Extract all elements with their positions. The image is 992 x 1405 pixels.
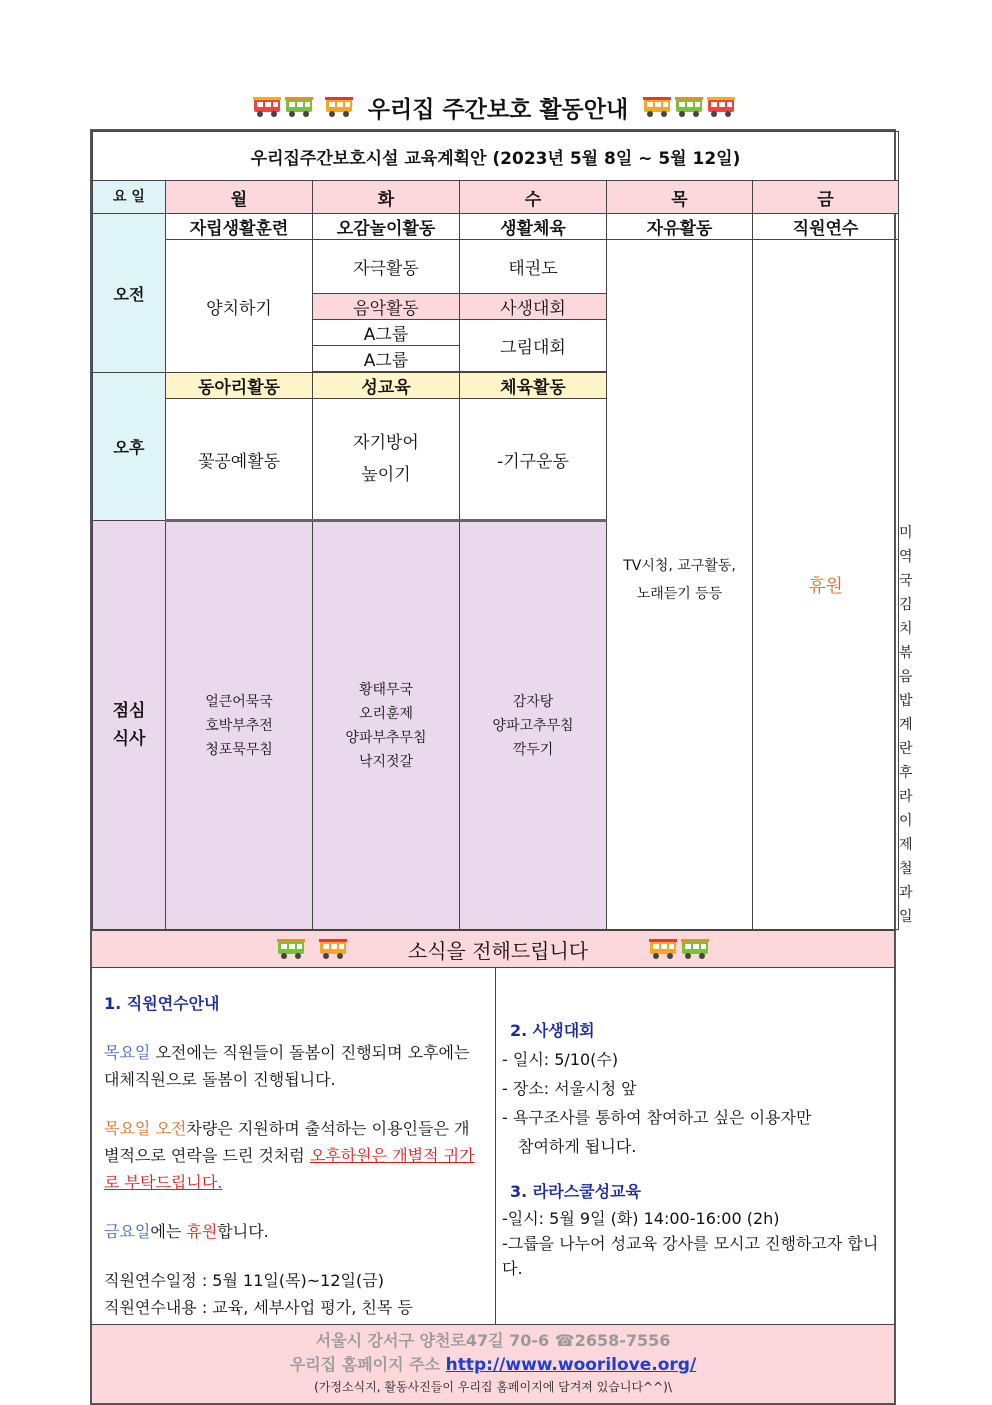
train-decoration-right bbox=[648, 938, 710, 960]
tue-afternoon-line1: 자기방어 bbox=[353, 433, 419, 453]
staff-training-para2 bbox=[104, 1115, 483, 1196]
training-content: 직원연수내용 : 교육, 세부사업 평가, 친목 등 bbox=[104, 1298, 413, 1317]
art-contest-title: 2. 사생대회 bbox=[510, 1021, 595, 1040]
para1-text: 오전에는 직원들이 돌봄이 진행되며 오후에는 대체직원으로 돌봄이 진행됩니다. bbox=[104, 1043, 470, 1089]
activity-header: 직원연수 bbox=[753, 214, 899, 240]
page-title: 우리집 주간보호 활동안내 bbox=[367, 96, 629, 123]
day-header: 월 bbox=[166, 181, 313, 214]
wed-morning-1: 태권도 bbox=[460, 240, 607, 294]
activity-header: 생활체육 bbox=[460, 214, 607, 240]
schedule-table: 우리집주간보호시설 교육계획안 (2023년 5월 8일 ~ 5월 12일) 요 일 월 화 수 목 금 오전 자립생활훈련 오감놀이활동 생활체육 자유활동 직원연수 양치하기 자극활동 태권도 TV시청, 교구활동, 노래듣기 등등 휴원 음악활동 사생대회 A그룹 그림대회 A그룹 오후 동아리활동 성교육 체육활동 꽃공예활동 자기방어 높이기 -기구운동 점심 식사 얼큰어묵국 호박부추전 청포묵무침 황태무국 오리훈제 양파부추무침 낙지젓갈 감자탕 양파고추무침 깍두기 미역국 김치볶음밥 계란후라이 제철과일 bbox=[92, 131, 899, 930]
day-header: 금 bbox=[753, 181, 899, 214]
train-decoration-right bbox=[642, 96, 736, 118]
news-heading-bar bbox=[92, 930, 894, 968]
art-contest-note-2: 참여하게 됩니다. bbox=[518, 1137, 637, 1156]
train-car-icon bbox=[680, 938, 710, 960]
thu-line2: 노래듣기 등등 bbox=[636, 585, 723, 602]
highlight-thursday-morning: 목요일 오전 bbox=[104, 1119, 187, 1138]
menu-item: 오리훈제 bbox=[358, 705, 414, 722]
activity-header: 오감놀이활동 bbox=[313, 214, 460, 240]
menu-item: 깍두기 bbox=[512, 741, 554, 758]
staff-training-para3 bbox=[104, 1218, 483, 1245]
tue-morning-3: A그룹 bbox=[313, 320, 460, 346]
menu-item: 황태무국 bbox=[358, 681, 414, 698]
tue-afternoon-line2: 높이기 bbox=[361, 465, 411, 485]
train-car-icon bbox=[276, 938, 306, 960]
lunch-wed bbox=[460, 521, 607, 930]
tue-morning-1: 자극활동 bbox=[313, 240, 460, 294]
menu-item: 양파고추무침 bbox=[492, 717, 574, 734]
newsletter-frame bbox=[90, 129, 913, 1405]
news-right-column bbox=[496, 968, 894, 1324]
day-label: 요 일 bbox=[93, 181, 166, 214]
lunch-label-1: 점심 bbox=[112, 701, 146, 721]
lunch-label bbox=[93, 521, 166, 930]
day-header: 목 bbox=[607, 181, 753, 214]
mon-morning: 양치하기 bbox=[166, 240, 313, 373]
menu-item: 낙지젓갈 bbox=[358, 753, 414, 770]
train-decoration-left bbox=[252, 96, 354, 118]
art-contest-date: - 일시: 5/10(수) bbox=[502, 1050, 619, 1069]
activity-header: 동아리활동 bbox=[166, 373, 313, 399]
staff-training-para1 bbox=[104, 1039, 483, 1093]
wed-afternoon: -기구운동 bbox=[460, 399, 607, 521]
train-car-icon bbox=[648, 938, 678, 960]
training-schedule: 직원연수일정 : 5월 11일(목)~12일(금) bbox=[104, 1271, 384, 1290]
train-car-icon bbox=[674, 96, 704, 118]
art-contest-place: - 장소: 서울시청 앞 bbox=[502, 1079, 637, 1098]
train-car-icon bbox=[318, 938, 348, 960]
sex-ed-title: 3. 라라스쿨성교육 bbox=[510, 1182, 641, 1201]
footer-homepage bbox=[92, 1353, 894, 1377]
menu-item: 청포묵무침 bbox=[205, 741, 273, 758]
homepage-link[interactable]: http://www.woorilove.org/ bbox=[445, 1355, 697, 1375]
train-car-icon bbox=[324, 96, 354, 118]
page-title-row bbox=[90, 88, 898, 126]
art-contest-note: - 욕구조사를 통하여 참여하고 싶은 이용자만 bbox=[502, 1108, 812, 1127]
train-decoration-left bbox=[276, 938, 348, 960]
homepage-label: 우리집 홈페이지 주소 bbox=[289, 1355, 446, 1374]
mon-afternoon: 꽃공예활동 bbox=[166, 399, 313, 521]
wed-morning-3: 그림대회 bbox=[460, 320, 607, 372]
day-header: 수 bbox=[460, 181, 607, 214]
plan-title: 우리집주간보호시설 교육계획안 (2023년 5월 8일 ~ 5월 12일) bbox=[93, 132, 899, 181]
highlight-friday: 금요일 bbox=[104, 1222, 151, 1241]
news-heading: 소식을 전해드립니다 bbox=[407, 938, 589, 963]
day-header: 화 bbox=[313, 181, 460, 214]
train-car-icon bbox=[706, 96, 736, 118]
fri-closed: 휴원 bbox=[753, 240, 899, 930]
activity-header: 체육활동 bbox=[460, 373, 607, 399]
menu-item: 얼큰어묵국 bbox=[205, 693, 273, 710]
news-body bbox=[92, 968, 894, 1324]
para2-text: 차량은 지원하며 출석하는 이용인들은 개별적으로 연락을 드린 것처럼 bbox=[104, 1119, 470, 1165]
footer-note: (가정소식지, 활동사진들이 우리집 홈페이지에 담겨져 있습니다^^)\ bbox=[314, 1380, 672, 1394]
staff-training-title: 1. 직원연수안내 bbox=[104, 994, 220, 1013]
menu-item: 양파부추무침 bbox=[345, 729, 427, 746]
thu-free-activity bbox=[607, 240, 753, 930]
activity-header: 성교육 bbox=[313, 373, 460, 399]
train-car-icon bbox=[252, 96, 282, 118]
tue-morning-2: 음악활동 bbox=[313, 294, 460, 320]
para3-end: 합니다. bbox=[217, 1222, 269, 1241]
morning-label: 오전 bbox=[93, 214, 166, 373]
afternoon-label: 오후 bbox=[93, 373, 166, 521]
wed-morning-2: 사생대회 bbox=[460, 294, 607, 320]
para3-text: 에는 bbox=[150, 1222, 187, 1241]
tue-morning-4: A그룹 bbox=[313, 346, 460, 372]
train-car-icon bbox=[642, 96, 672, 118]
highlight-closed: 휴원 bbox=[186, 1222, 218, 1241]
sex-ed-desc: -그룹을 나누어 성교육 강사를 모시고 진행하고자 합니다. bbox=[502, 1234, 879, 1278]
activity-header: 자유활동 bbox=[607, 214, 753, 240]
sex-ed-date: -일시: 5월 9일 (화) 14:00-16:00 (2h) bbox=[502, 1209, 780, 1228]
highlight-thursday: 목요일 bbox=[104, 1043, 151, 1062]
lunch-mon bbox=[166, 521, 313, 930]
activity-header: 자립생활훈련 bbox=[166, 214, 313, 240]
menu-item: 감자탕 bbox=[512, 693, 554, 710]
para2-underlined: 오후하원은 개별적 귀가로 부탁드립니다. bbox=[104, 1146, 475, 1192]
footer bbox=[92, 1324, 894, 1403]
train-car-icon bbox=[284, 96, 314, 118]
footer-address: 서울시 강서구 양천로47길 70-6 ☎2658-7556 bbox=[315, 1331, 671, 1350]
lunch-label-2: 식사 bbox=[112, 729, 146, 749]
lunch-tue bbox=[313, 521, 460, 930]
tue-afternoon bbox=[313, 399, 460, 521]
menu-item: 호박부추전 bbox=[205, 717, 273, 734]
news-left-column bbox=[92, 968, 496, 1324]
thu-line1: TV시청, 교구활동, bbox=[623, 557, 736, 574]
